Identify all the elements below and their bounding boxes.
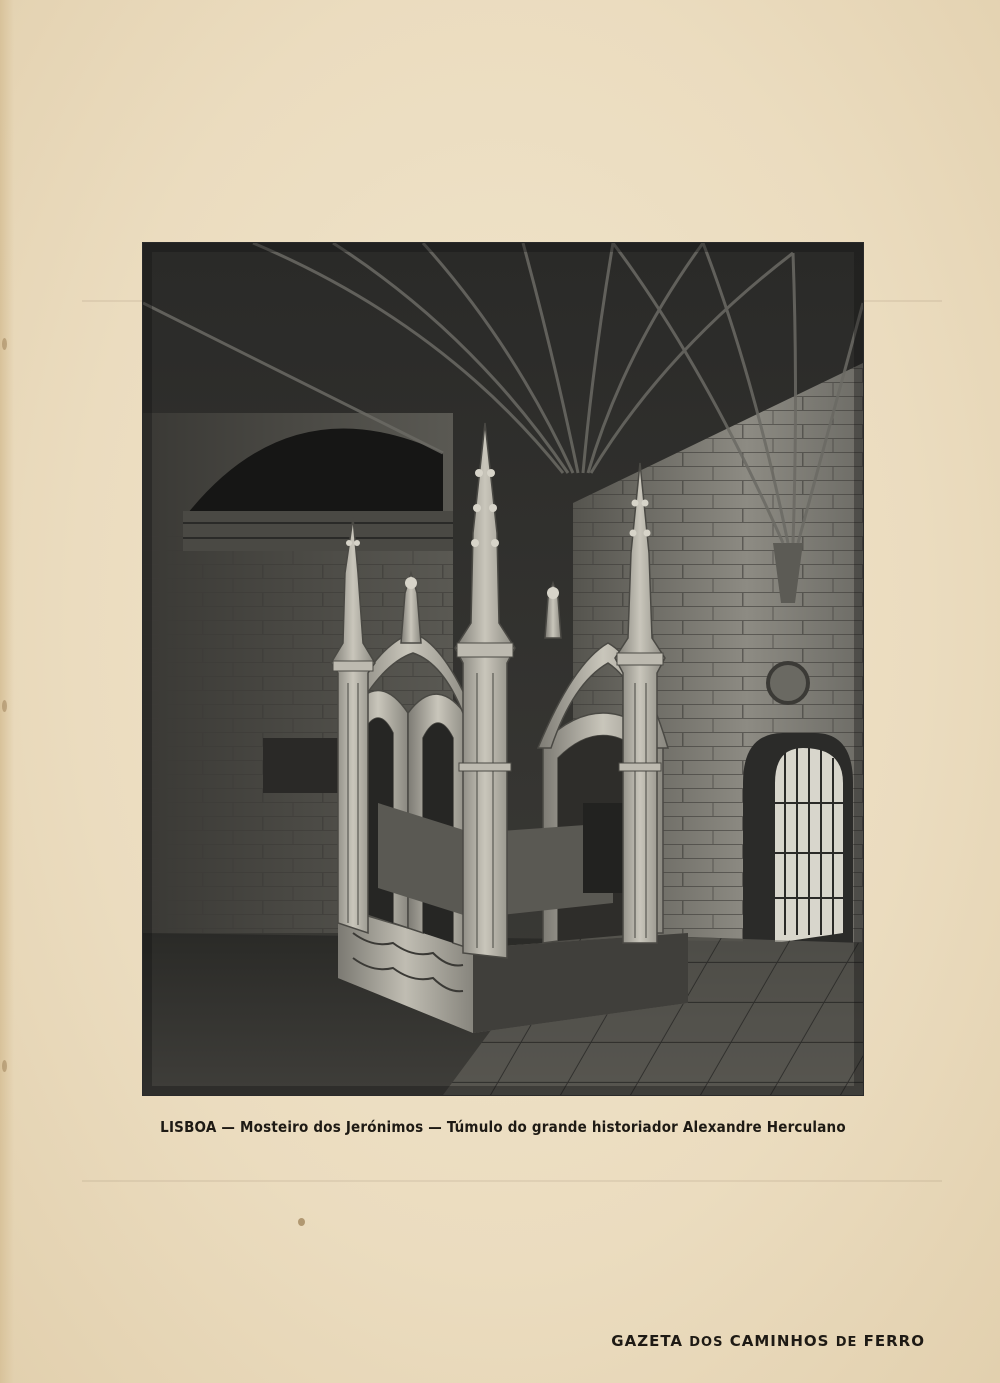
photograph-tomb [143, 243, 863, 1095]
binding-mark [2, 700, 7, 712]
gothic-tomb-icon [143, 243, 863, 1095]
caption-separator: — [216, 1118, 240, 1136]
page-edge-shadow [0, 0, 14, 1383]
footer-word: CAMINHOS [729, 1332, 830, 1350]
footer-word: DE [835, 1335, 858, 1350]
binding-mark [2, 1060, 7, 1072]
caption-subject: Túmulo do grande historiador Alexandre Herculano [446, 1118, 846, 1136]
footer-word: DOS [689, 1335, 724, 1350]
binding-mark [2, 338, 7, 350]
footer-word: FERRO [863, 1332, 925, 1350]
footer-word: GAZETA [611, 1332, 684, 1350]
caption-place: LISBOA [160, 1118, 217, 1136]
caption-monument: Mosteiro dos Jerónimos [239, 1118, 424, 1136]
photo-caption [143, 1118, 863, 1136]
paper-stain [298, 1218, 305, 1226]
ghost-rule [82, 1180, 942, 1182]
caption-separator: — [423, 1118, 447, 1136]
publication-footer [611, 1332, 925, 1350]
